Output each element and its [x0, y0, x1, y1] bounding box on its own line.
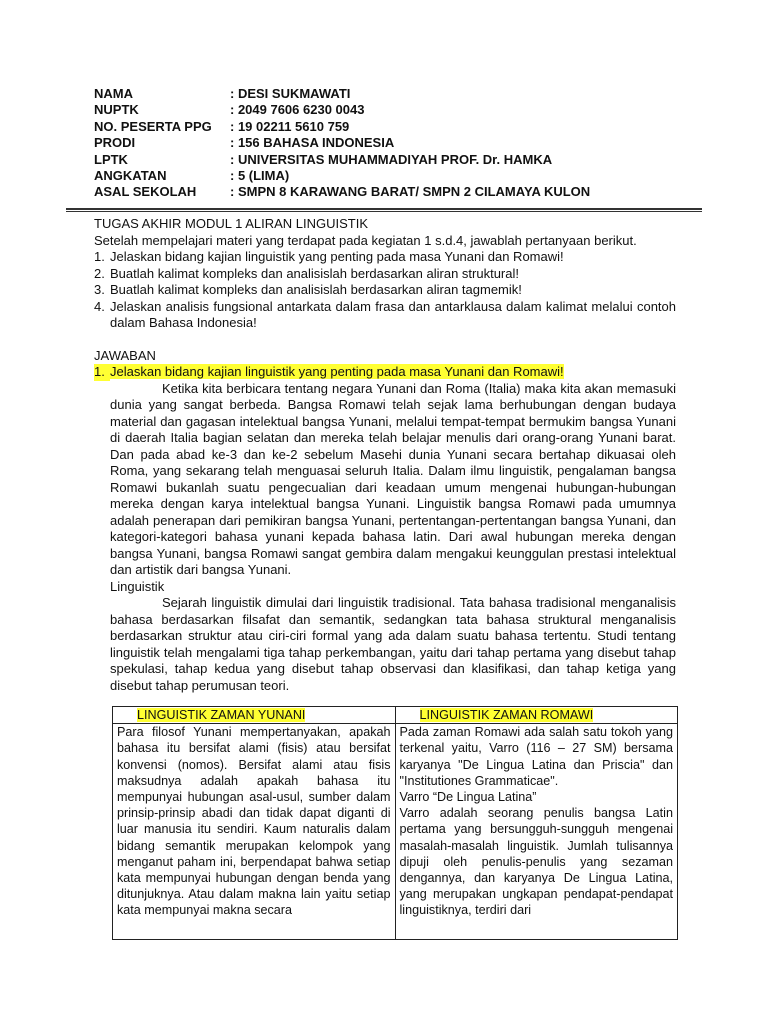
question-number: 1. — [94, 249, 105, 264]
table-header-yunani — [113, 707, 396, 724]
table-cell-yunani: Para filosof Yunani mempertanyakan, apakah bahasa itu bersifat alami (fisis) atau bersifat konvensi (nomos). Bersifat alami atau fisis maksudnya adalah apakah bahasa itu mempunyai hubungan asal-usul, sumber dalam prinsip-prinsip abadi dan tidak dapat diganti di luar manusia itu sendiri. Kaum naturalis dalam bidang semantik merupakan kelompok yang menganut paham ini, berpendapat bahwa setiap kata mempunyai hubungan dengan benda yang ditunjuknya. Atau dalam makna lain yaitu setiap kata mempunyai makna secara — [113, 724, 396, 940]
identity-label: ASAL SEKOLAH — [94, 184, 197, 200]
identity-value: : 19 02211 5610 759 — [230, 118, 350, 134]
task-intro: Setelah mempelajari materi yang terdapat pada kegiatan 1 s.d.4, jawablah pertanyaan berikut. — [94, 232, 637, 248]
list-item — [94, 266, 676, 283]
question-number: 4. — [94, 298, 105, 314]
identity-row-prodi — [94, 135, 694, 151]
list-item — [94, 282, 676, 299]
answer-question — [94, 364, 676, 381]
identity-value: : 5 (LIMA) — [230, 167, 290, 183]
header-highlight: LINGUISTIK ZAMAN YUNANI — [137, 708, 306, 722]
table-row — [113, 724, 678, 940]
question-number: 2. — [94, 265, 105, 281]
table-cell-romawi — [395, 724, 678, 940]
romawi-paragraph: Varro adalah seorang penulis bangsa Latin pertama yang bersungguh-sungguh mengenai masalah-masalah linguistik. Jumlah tulisannya dipuji oleh penulis-penulis yang sezaman dengannya, dan karyanya De Lingua Latina, yang merupakan ungkapan pendapat-pendapat linguistiknya, terdiri dari — [399, 806, 673, 918]
header-divider — [66, 208, 702, 210]
highlighted-text: Jelaskan bidang kajian linguistik yang penting pada masa Yunani dan Romawi! — [110, 364, 564, 379]
identity-label: NAMA — [94, 86, 133, 101]
identity-label: LPTK — [94, 151, 128, 167]
list-item — [94, 299, 676, 332]
question-number: 3. — [94, 282, 105, 297]
header-divider-thin — [66, 211, 702, 212]
question-text: Jelaskan analisis fungsional antarkata dalam frasa dan antarklausa dalam kalimat melalui contoh dalam Bahasa Indonesia! — [110, 298, 676, 330]
table-header-romawi — [395, 707, 678, 724]
identity-value: : 2049 7606 6230 0043 — [230, 102, 365, 118]
identity-value: : SMPN 8 KARAWANG BARAT/ SMPN 2 CILAMAYA KULON — [230, 184, 591, 200]
answer-question-text — [110, 364, 564, 381]
question-text: Buatlah kalimat kompleks dan analisislah berdasarkan aliran struktural! — [110, 265, 519, 281]
identity-row-nuptk — [94, 102, 694, 118]
answer-paragraph-2: Sejarah linguistik dimulai dari linguistik tradisional. Tata bahasa tradisional menganalisis bahasa berdasarkan filsafat dan semantik, sedangkan tata bahasa struktural menganalisis berdasarkan struktur atau ciri-ciri formal yang ada dalam suatu bahasa tertentu. Studi tentang linguistik telah mengalami tiga tahap perkembangan, yaitu dari tahap pertama yang disebut tahap spekulasi, tahap kedua yang disebut tahap observasi dan klasifikasi, dan tahap ketiga yang disebut tahap perumusan teori. — [110, 595, 676, 693]
task-title: TUGAS AKHIR MODUL 1 ALIRAN LINGUISTIK — [94, 216, 369, 231]
answer-heading: JAWABAN — [94, 347, 156, 363]
identity-row-name — [94, 86, 694, 102]
identity-value: : DESI SUKMAWATI — [230, 86, 351, 101]
question-text: Buatlah kalimat kompleks dan analisislah berdasarkan aliran tagmemik! — [110, 282, 522, 297]
romawi-paragraph: Varro “De Lingua Latina” — [399, 790, 537, 805]
answer-question-number: 1. — [94, 364, 110, 381]
list-item — [94, 249, 676, 266]
document-body — [94, 216, 676, 694]
identity-label: ANGKATAN — [94, 167, 167, 183]
identity-value: : 156 BAHASA INDONESIA — [230, 135, 395, 151]
table-header-row — [113, 707, 678, 724]
spacer — [94, 332, 676, 348]
identity-label: NO. PESERTA PPG — [94, 118, 212, 134]
identity-value: : UNIVERSITAS MUHAMMADIYAH PROF. Dr. HAMKA — [230, 151, 553, 167]
comparison-table — [112, 706, 678, 940]
header-highlight: LINGUISTIK ZAMAN ROMAWI — [419, 708, 594, 722]
identity-row-angkatan — [94, 168, 694, 184]
answer-paragraph-1: Ketika kita berbicara tentang negara Yunani dan Roma (Italia) maka kita akan memasuki dunia yang sangat berbeda. Bangsa Romawi telah sejak lama berhubungan dengan budaya material dan gagasan intelektual bangsa Yunani, melalui tempat-tempat bermukim bangsa Yunani di daerah Italia bagian selatan dan mereka telah belajar menulis dari orang-orang Yunani barat. Dan pada abad ke-3 dan ke-2 sebelum Masehi dunia Yunani secara bertahap dikuasai oleh Roma, yang sekarang telah menguasai seluruh Italia. Dalam ilmu linguistik, pengalaman bangsa Romawi bukanlah suatu pengecualian dari keadaan umum mengenai hubungan-hubungan mereka dengan karya intelektual bangsa Yunani. Linguistik bangsa Romawi pada umumnya adalah penerapan dari pemikiran bangsa Yunani, pertentangan-pertentangan bangsa Yunani, dan kategori-kategori bahasa yunani kepada bahasa latin. Dari awal hubungan mereka dengan bangsa Yunani, bangsa Romawi sangat gembira dalam mengakui keunggulan prestasi intelektual dan artistik dari bangsa Yunani. — [110, 380, 676, 577]
identity-block — [94, 86, 694, 201]
identity-label: PRODI — [94, 135, 136, 151]
identity-label: NUPTK — [94, 102, 139, 118]
identity-row-sekolah — [94, 184, 694, 200]
answer-subheading: Linguistik — [110, 578, 165, 594]
identity-row-peserta — [94, 119, 694, 135]
identity-row-lptk — [94, 152, 694, 168]
question-list — [94, 249, 676, 332]
question-text: Jelaskan bidang kajian linguistik yang penting pada masa Yunani dan Romawi! — [110, 249, 564, 264]
romawi-paragraph: Pada zaman Romawi ada salah satu tokoh yang terkenal yaitu, Varro (116 – 27 SM) bersama karyanya "De Lingua Latina dan Priscia" dan "Institutiones Grammaticae". — [399, 725, 673, 788]
